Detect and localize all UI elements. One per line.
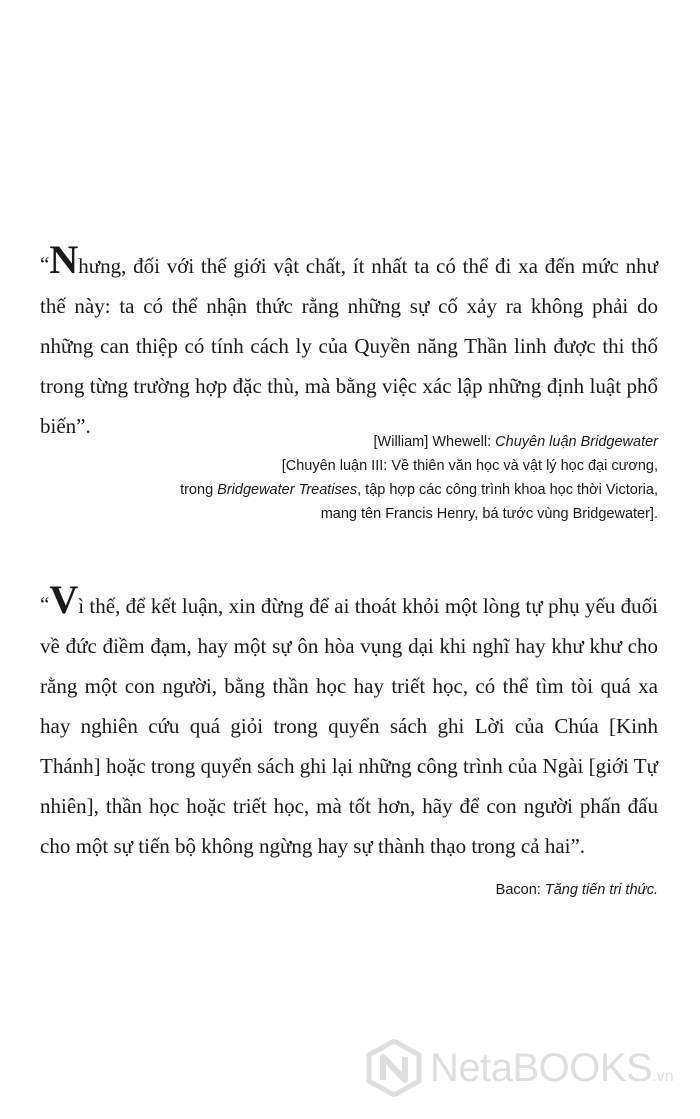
attribution-line (38, 478, 658, 502)
author-name: [William] Whewell: (373, 434, 496, 450)
author-name: Bacon: (495, 882, 545, 898)
attribution-line: mang tên Francis Henry, bá tước vùng Bridgewater]. (320, 506, 658, 522)
drop-cap: N (49, 237, 79, 282)
watermark-text: NetaBOOKS (430, 1045, 653, 1090)
watermark-suffix: .vn (652, 1068, 674, 1085)
logo-icon (366, 1039, 422, 1097)
quote-whewell (40, 237, 658, 446)
attribution-text: trong (180, 482, 218, 498)
work-title: Tăng tiến tri thức. (544, 882, 658, 898)
attribution-whewell (38, 430, 658, 526)
drop-cap: V (49, 577, 79, 622)
attribution-line (38, 878, 658, 902)
attribution-bacon (38, 878, 658, 902)
work-title: Chuyên luận Bridgewater (495, 434, 658, 450)
quote-text: ì thế, để kết luận, xin đừng để ai thoát khỏi một lòng tự phụ yếu đuối về đức điềm đạm, hay một sự ôn hòa vụng dại khi nghĩ hay khư khư cho rằng một con người, bằng thần học hay triết học, có thể tìm tòi quá xa hay nghiên cứu quá giỏi trong quyển sách ghi Lời của Chúa [Kinh Thánh] hoặc trong quyển sách ghi lại những công trình của Ngài [giới Tự nhiên], thần học hoặc triết học, mà tốt hơn, hãy để con người phấn đấu cho một sự tiến bộ không ngừng hay sự thành thạo trong cả hai”. (40, 594, 658, 858)
quote-bacon (40, 577, 658, 866)
quote-text: hưng, đối với thế giới vật chất, ít nhất ta có thể đi xa đến mức như thế này: ta có thể nhận thức rằng những sự cố xảy ra không phải do những can thiệp có tính cách ly của Quyền năng Thần linh được thi thố trong từng trường hợp đặc thù, mà bằng việc xác lập những định luật phổ biến”. (40, 254, 658, 438)
work-title: Bridgewater Treatises (217, 482, 358, 498)
attribution-line: [Chuyên luận III: Về thiên văn học và vật lý học đại cương, (281, 458, 658, 474)
publisher-watermark (366, 1038, 696, 1098)
open-quote-mark: “ (40, 592, 50, 616)
open-quote-mark: “ (40, 252, 50, 276)
attribution-text: , tập hợp các công trình khoa học thời Victoria, (357, 482, 658, 498)
attribution-line (38, 430, 658, 454)
